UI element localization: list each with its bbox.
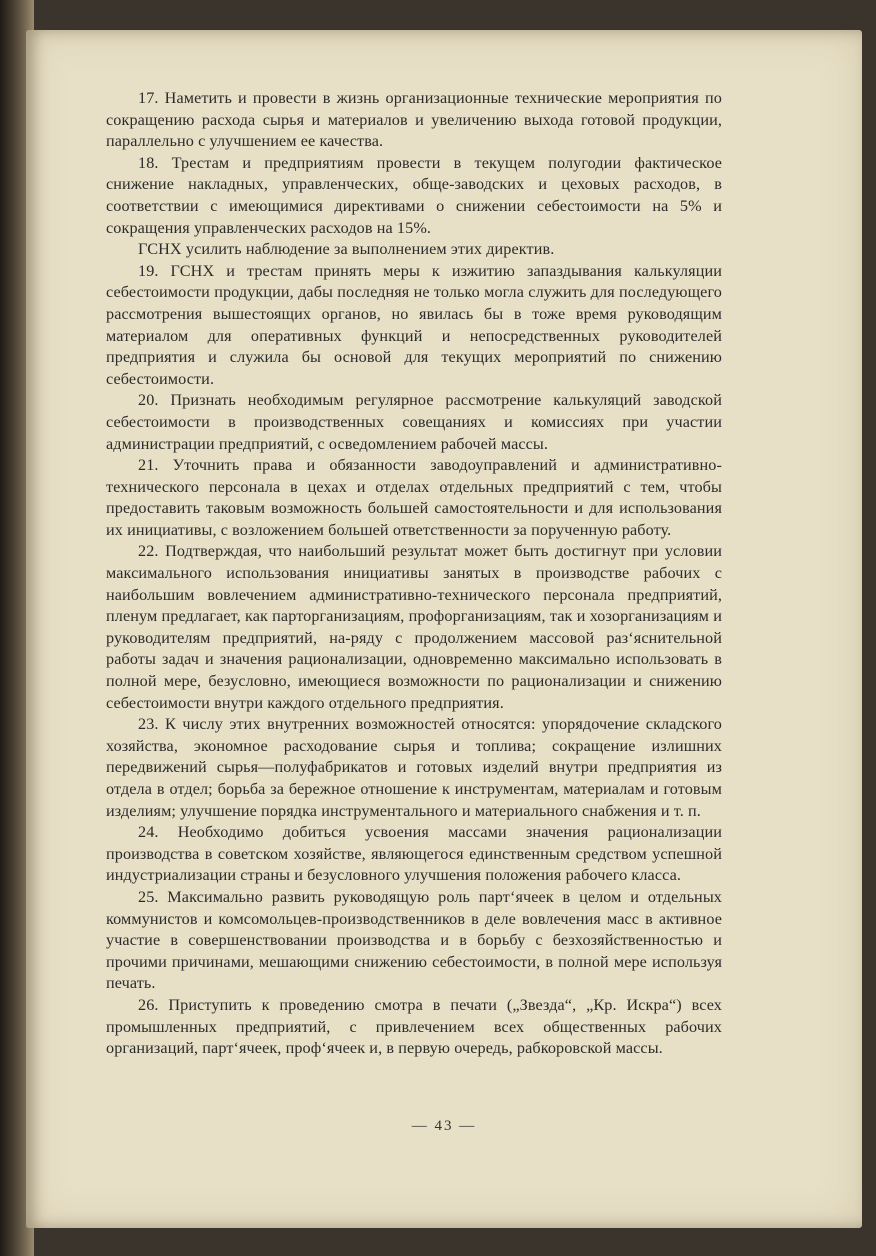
page-number: — 43 — bbox=[411, 1118, 477, 1134]
paragraph-22: 22. Подтверждая, что наибольший результат может быть достигнут при условии максимального использования инициативы занятых в производстве рабочих с наибольшим вовлечением административно-технического персонала предприятий, пленум предлагает, как парторганизациям, профорганизациям, так и хозорганизациям и руководителям предприятий, на-ряду с продолжением массовой раз‘яснительной работы задач и значения рационализации, одновременно максимально использовать в полной мере, безусловно, имеющиеся возможности по рационализации и снижению себестоимости внутри каждого отдельного предприятия. bbox=[106, 542, 722, 712]
document-body bbox=[106, 88, 722, 1060]
paragraph-20: 20. Признать необходимым регулярное рассмотрение калькуляций заводской себестоимости в производственных совещаниях и комиссиях при участии администрации предприятий, с осведомлением рабочей массы. bbox=[106, 391, 722, 453]
paragraph-18-note: ГСНХ усилить наблюдение за выполнением этих директив. bbox=[138, 240, 555, 259]
paragraph-17: 17. Наметить и провести в жизнь организационные технические мероприятия по сокращению расхода сырья и материалов и увеличению выхода готовой продукции, параллельно с улучшением ее качества. bbox=[106, 89, 722, 151]
paragraph-26: 26. Приступить к проведению смотра в печати („Звезда“, „Кр. Искра“) всех промышленных предприятий, с привлечением всех общественных рабочих организаций, парт‘ячеек, проф‘ячеек и, в первую очередь, рабкоровской массы. bbox=[106, 995, 722, 1058]
paragraph-19: 19. ГСНХ и трестам принять меры к изжитию запаздывания калькуляции себестоимости продукции, дабы последняя не только могла служить для последующего рассмотрения вышестоящих органов, но явилась бы в тоже время руководящим материалом для оперативных функций и непосредственных руководителей предприятия и служила бы основой для текущих мероприятий по снижению себестоимости. bbox=[106, 261, 722, 388]
paragraph-24: 24. Необходимо добиться усвоения массами значения рационализации производства в советском хозяйстве, являющегося единственным средством успешной индустриализации страны и безусловного улучшения положения рабочего класса. bbox=[106, 823, 722, 885]
paragraph-18: 18. Трестам и предприятиям провести в текущем полугодии фактическое снижение накладных, управленческих, обще-заводских и цеховых расходов, в соответствии с имеющимися директивами о снижении себестоимости на 5% и сокращения управленческих расходов на 15%. bbox=[106, 153, 722, 237]
document-page bbox=[26, 30, 862, 1228]
paragraph-21: 21. Уточнить права и обязанности заводоуправлений и административно-технического персонала в цехах и отделах отдельных предприятий с тем, чтобы предоставить таковым возможность большей самостоятельности и для использования их инициативы, с возложением большей ответственности за порученную работу. bbox=[106, 456, 722, 539]
paragraph-25: 25. Максимально развить руководящую роль парт‘ячеек в целом и отдельных коммунистов и комсомольцев-производственников в деле вовлечения масс в активное участие в совершенствовании производства и в борьбу с безхозяйственностью и прочими причинами, мешающими снижению себестоимости, в полной мере используя печать. bbox=[106, 887, 722, 993]
paragraph-23: 23. К числу этих внутренних возможностей относятся: упорядочение складского хозяйства, экономное расходование сырья и топлива; сокращение излишних передвижений сырья—полуфабрикатов и готовых изделий внутри предприятия из отдела в отдел; борьба за бережное отношение к инструментам, материалам и готовым изделиям; улучшение порядка инструментального и материального снабжения и т. п. bbox=[106, 715, 722, 820]
